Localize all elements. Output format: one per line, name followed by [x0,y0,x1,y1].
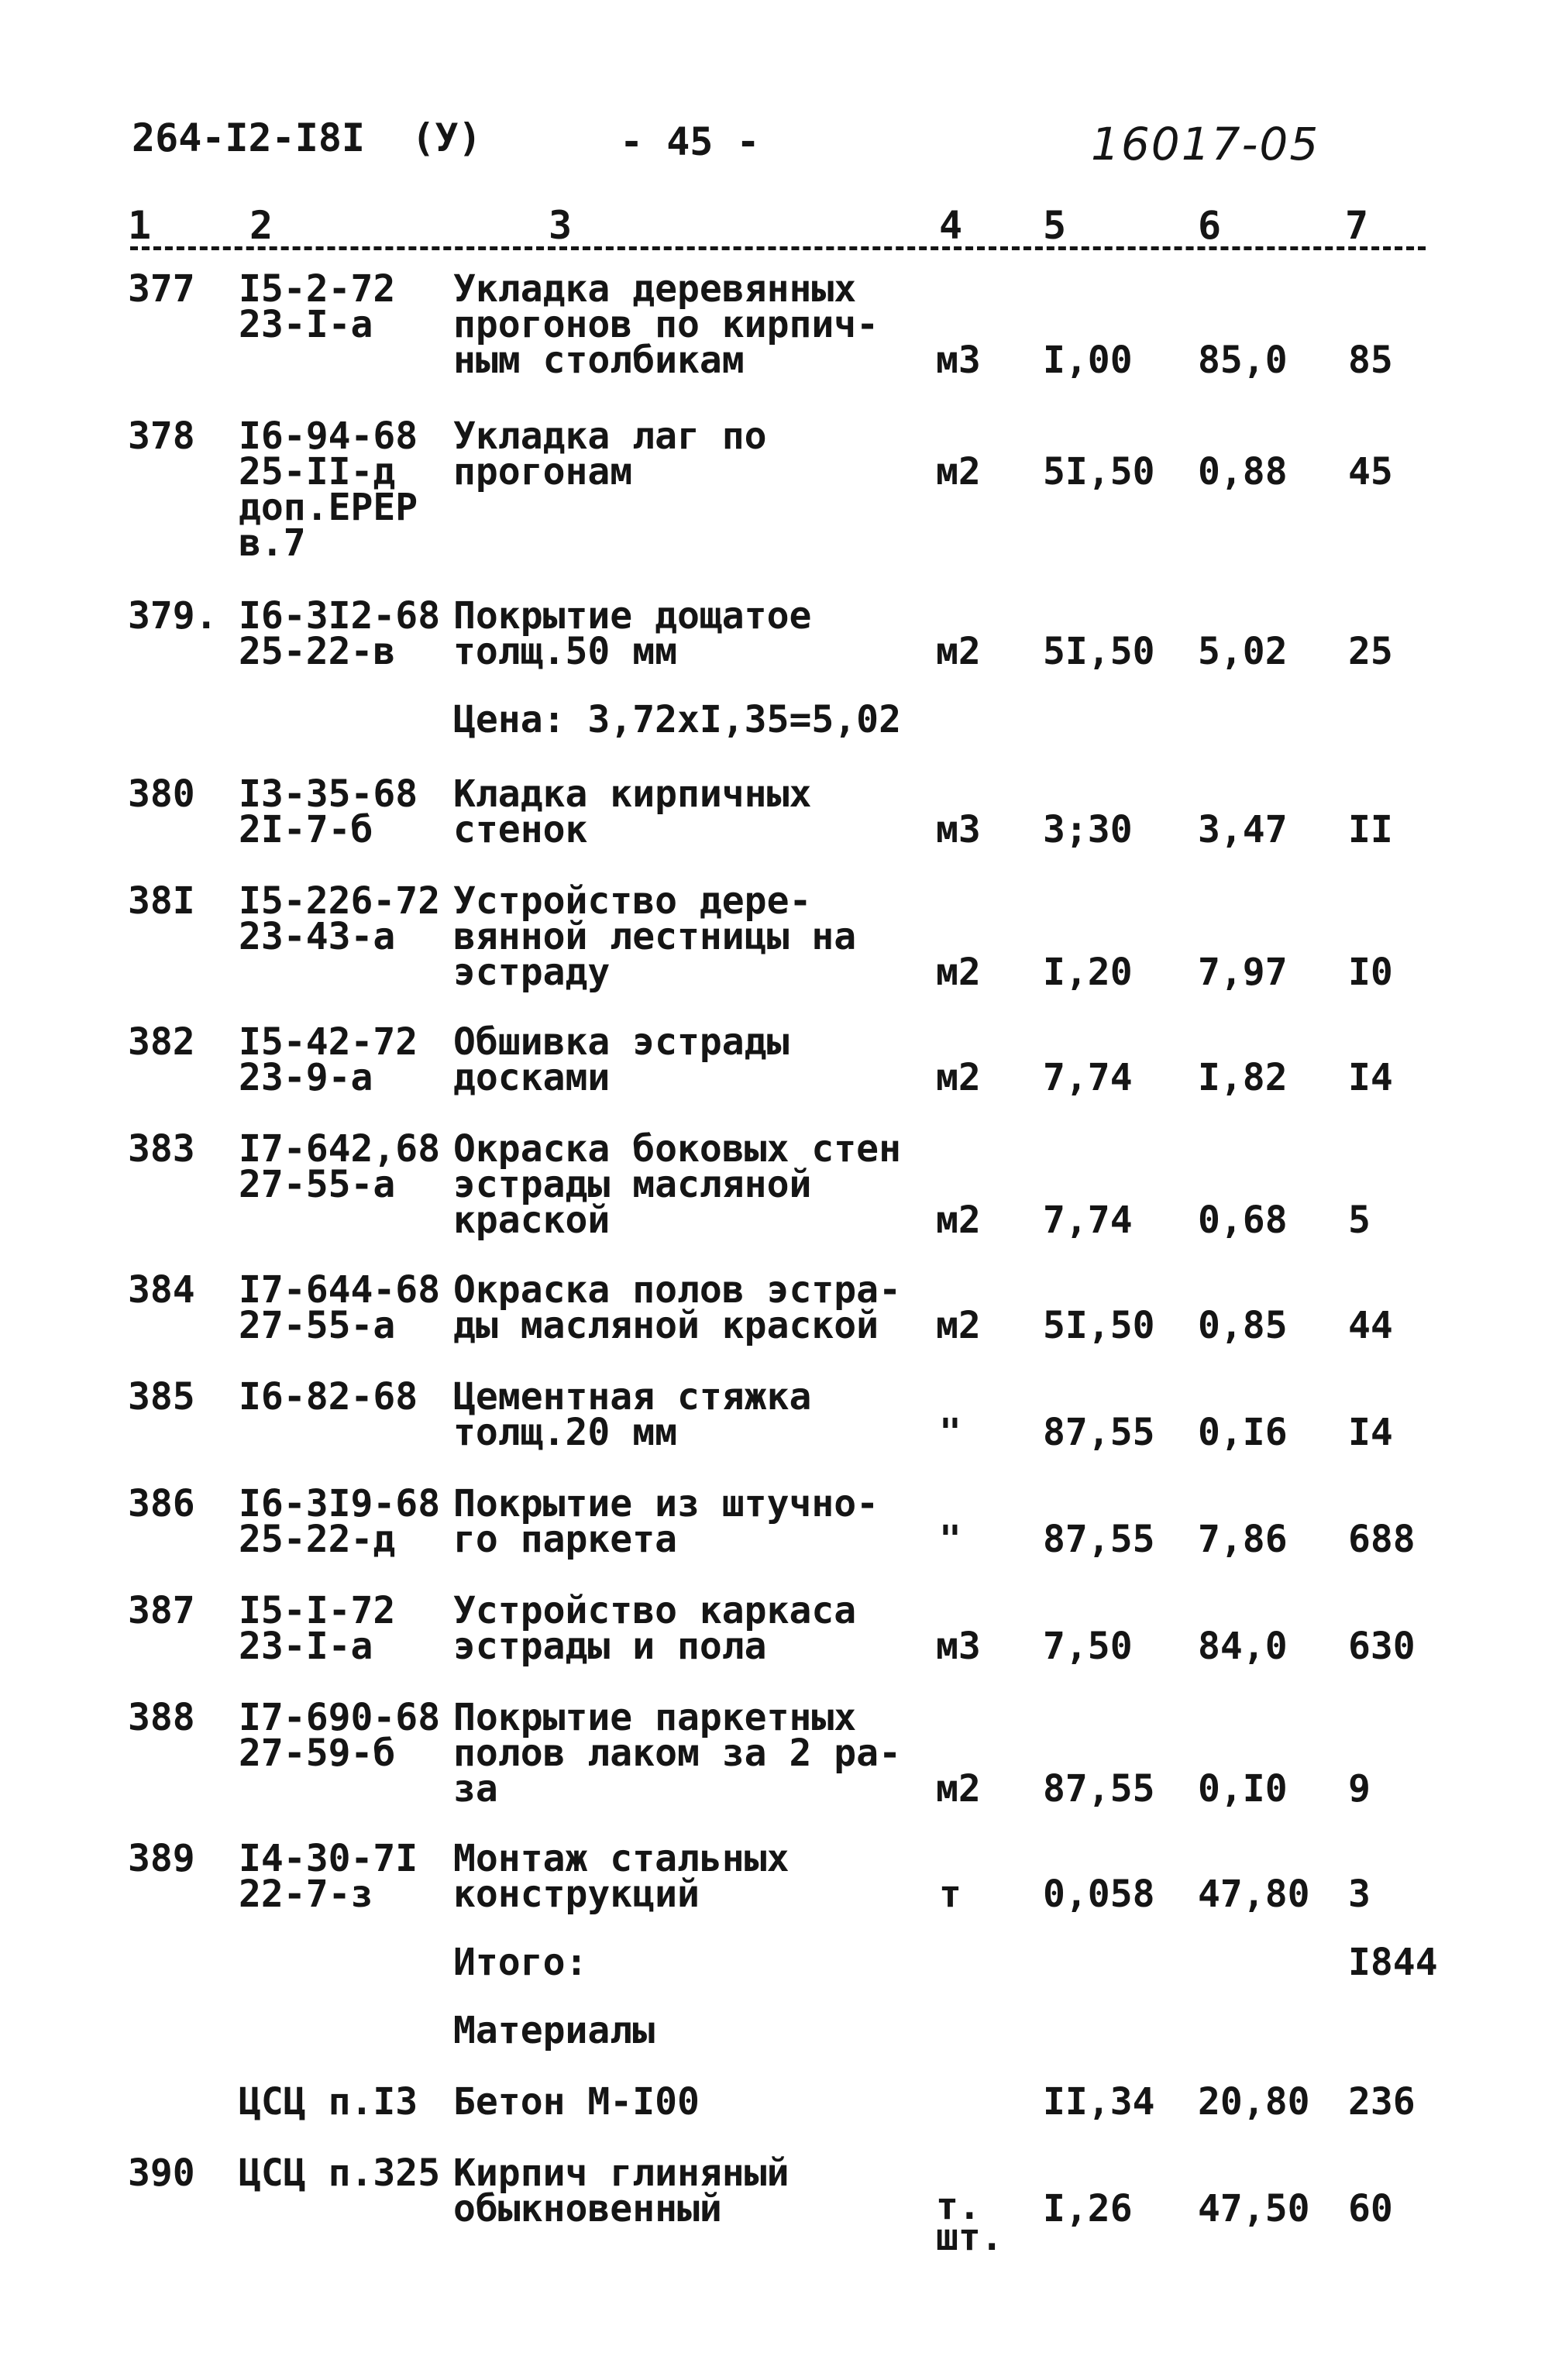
row-code: I5-226-72 23-43-a [239,879,441,958]
row-quantity: 7,50 [1043,1625,1133,1668]
row-total: 25 [1348,630,1393,673]
dashed-separator [130,246,1426,250]
row-number: 38I [128,879,195,923]
row-number: 385 [128,1375,195,1419]
row-quantity: 87,55 [1043,1767,1155,1811]
row-price: 0,85 [1198,1304,1288,1347]
row-total: 3 [1348,1873,1371,1916]
row-number: 387 [128,1589,195,1632]
row-description: Устройство каркаса эстрады и пола [453,1589,857,1668]
row-number: 384 [128,1268,195,1312]
row-quantity: 7,74 [1043,1199,1133,1242]
row-total: 44 [1348,1304,1393,1347]
row-price: 5,02 [1198,630,1288,673]
row-unit: м3 [936,808,981,851]
row-description: Цементная стяжка толщ.20 мм [453,1375,812,1454]
row-number: 390 [128,2151,195,2195]
row-number: 383 [128,1127,195,1171]
row-unit: м3 [936,339,981,382]
materials-heading: Материалы [453,2009,655,2052]
row-price: 20,80 [1198,2080,1310,2124]
row-number: 380 [128,772,195,816]
row-quantity: 7,74 [1043,1056,1133,1099]
row-code: I7-690-68 27-59-б [239,1696,441,1775]
row-code: I5-I-72 23-I-a [239,1589,396,1668]
row-unit: м2 [936,1199,981,1242]
row-total: 688 [1348,1518,1416,1561]
column-number: 2 [249,203,274,248]
row-total: 236 [1348,2080,1416,2124]
row-code: I7-644-68 27-55-a [239,1268,441,1347]
row-price: 47,50 [1198,2187,1310,2230]
row-total: 5 [1348,1199,1371,1242]
row-number: 389 [128,1837,195,1880]
row-number: 382 [128,1020,195,1064]
row-quantity: 5I,50 [1043,1304,1155,1347]
row-unit: м2 [936,630,981,673]
row-quantity: I,20 [1043,951,1133,994]
row-unit: м2 [936,1767,981,1811]
row-price: 85,0 [1198,339,1288,382]
row-code: I6-82-68 [239,1375,418,1419]
row-quantity: I,26 [1043,2187,1133,2230]
row-unit: м2 [936,1304,981,1347]
row-price: 0,68 [1198,1199,1288,1242]
page-number: - 45 - [620,119,760,164]
row-code: I3-35-68 2I-7-б [239,772,418,851]
row-quantity: 87,55 [1043,1518,1155,1561]
row-description: Устройство дере- вянной лестницы на эстраду [453,879,857,994]
column-number: 4 [939,203,963,248]
row-number: 386 [128,1482,195,1525]
row-number: 379. [128,594,218,638]
handwritten-stamp: 16017-05 [1091,118,1320,170]
row-description: Покрытие из штучно- го паркета [453,1482,879,1561]
row-quantity: I,00 [1043,339,1133,382]
row-quantity: 5I,50 [1043,450,1155,494]
row-total: 60 [1348,2187,1393,2230]
row-code: I4-30-7I 22-7-з [239,1837,418,1916]
row-description: Обшивка эстрады досками [453,1020,790,1099]
row-price: 0,88 [1198,450,1288,494]
row-code: ЦСЦ п.I3 [239,2080,418,2124]
row-number: 377 [128,267,195,311]
row-quantity: 0,058 [1043,1873,1155,1916]
row-quantity: 87,55 [1043,1411,1155,1454]
column-number: 3 [549,203,573,248]
row-unit: м2 [936,1056,981,1099]
row-price: 47,80 [1198,1873,1310,1916]
row-code: I5-42-72 23-9-a [239,1020,418,1099]
row-description: Кладка кирпичных стенок [453,772,812,851]
price-calculation: Цена: 3,72xI,35=5,02 [453,698,901,741]
column-number: 5 [1043,203,1067,248]
row-unit: " [939,1411,962,1454]
column-number: 7 [1345,203,1369,248]
row-unit: м2 [936,450,981,494]
row-number: 388 [128,1696,195,1739]
row-code: I6-3I9-68 25-22-д [239,1482,441,1561]
row-total: I4 [1348,1056,1393,1099]
row-code: I7-642,68 27-55-a [239,1127,441,1206]
row-total: 630 [1348,1625,1416,1668]
row-unit: " [939,1518,962,1561]
row-quantity: 3;30 [1043,808,1133,851]
row-description: Монтаж стальных конструкций [453,1837,790,1916]
row-price: 0,I6 [1198,1411,1288,1454]
row-total: II [1348,808,1393,851]
row-description: Кирпич глиняный обыкновенный [453,2151,790,2230]
row-description: Укладка лаг по прогонам [453,414,767,494]
total-label: Итого: [453,1941,588,1984]
row-description: Бетон М-I00 [453,2080,700,2124]
total-value: I844 [1348,1941,1438,1984]
row-total: I0 [1348,951,1393,994]
row-description: Окраска полов эстра- ды масляной краской [453,1268,901,1347]
row-unit: т. шт. [936,2185,1003,2259]
document-code: 264-I2-I8I (У) [132,115,482,160]
row-price: I,82 [1198,1056,1288,1099]
row-price: 0,I0 [1198,1767,1288,1811]
column-number: 1 [128,203,152,248]
row-code: ЦСЦ п.325 [239,2151,441,2195]
row-unit: т [939,1873,962,1916]
row-quantity: 5I,50 [1043,630,1155,673]
row-unit: м3 [936,1625,981,1668]
row-quantity: II,34 [1043,2080,1155,2124]
row-total: 9 [1348,1767,1371,1811]
row-price: 3,47 [1198,808,1288,851]
row-description: Укладка деревянных прогонов по кирпич- ным столбикам [453,267,879,382]
column-number: 6 [1198,203,1222,248]
row-unit: м2 [936,951,981,994]
row-number: 378 [128,414,195,458]
row-description: Покрытие паркетных полов лаком за 2 ра- за [453,1696,901,1811]
row-code: I6-94-68 25-II-д доп.ЕРЕР в.7 [239,414,418,565]
row-total: 45 [1348,450,1393,494]
row-price: 84,0 [1198,1625,1288,1668]
row-code: I5-2-72 23-I-a [239,267,396,346]
row-description: Окраска боковых стен эстрады масляной краской [453,1127,901,1242]
row-description: Покрытие дощатое толщ.50 мм [453,594,812,673]
row-code: I6-3I2-68 25-22-в [239,594,441,673]
row-total: 85 [1348,339,1393,382]
row-price: 7,86 [1198,1518,1288,1561]
row-total: I4 [1348,1411,1393,1454]
row-price: 7,97 [1198,951,1288,994]
